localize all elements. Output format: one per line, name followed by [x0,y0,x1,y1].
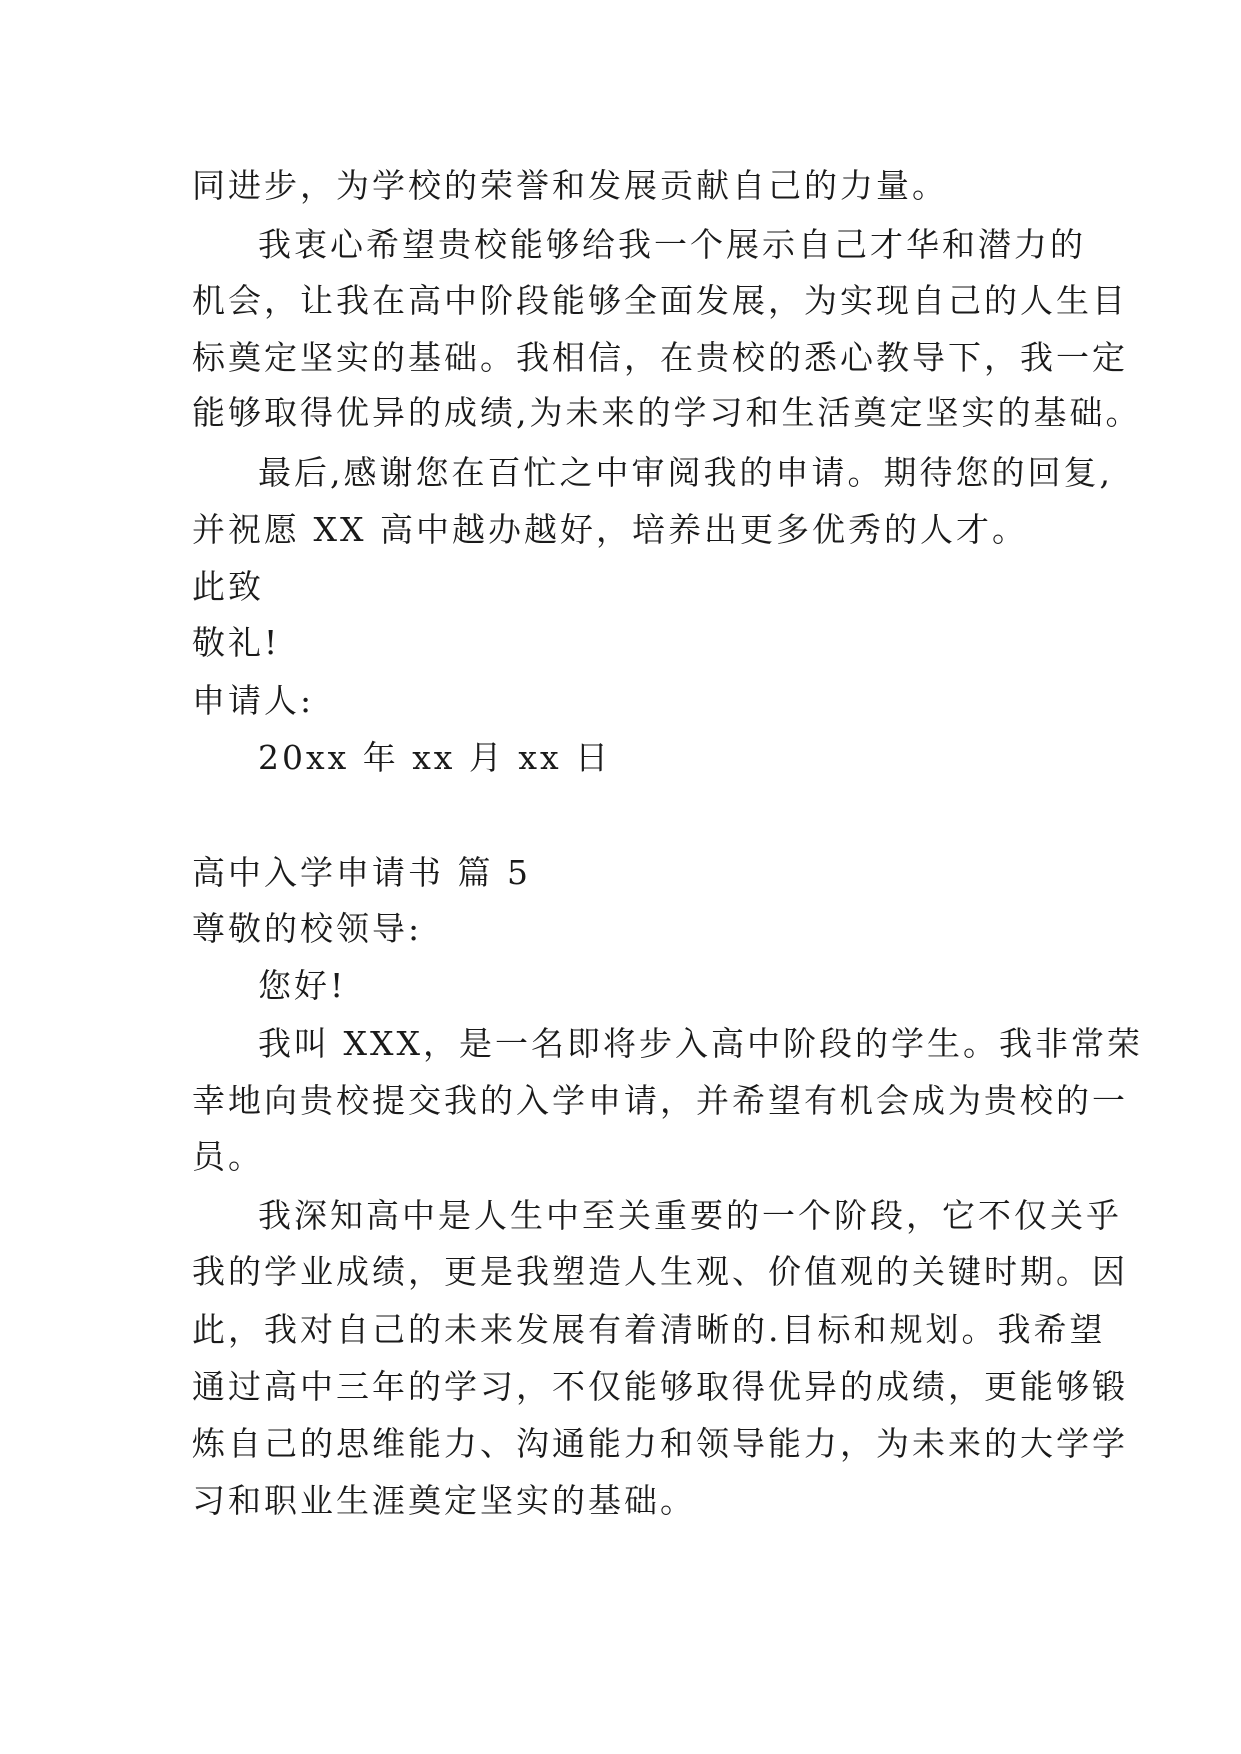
text-line: 幸地向贵校提交我的入学申请，并希望有机会成为贵校的一 [192,1081,1128,1120]
text-line: 我的学业成绩，更是我塑造人生观、价值观的关键时期。因 [192,1252,1128,1291]
closing-line: 敬礼! [192,623,281,662]
text-line: 能够取得优异的成绩,为未来的学习和生活奠定坚实的基础。 [192,393,1142,432]
text-line: 我衷心希望贵校能够给我一个展示自己才华和潜力的 [258,225,1086,264]
section-heading: 高中入学申请书 篇 5 [192,853,531,892]
text-line: 我叫 XXX，是一名即将步入高中阶段的学生。我非常荣 [258,1024,1143,1063]
text-line: 习和职业生涯奠定坚实的基础。 [192,1481,696,1520]
text-line: 炼自己的思维能力、沟通能力和领导能力，为未来的大学学 [192,1424,1128,1463]
text-line: 最后,感谢您在百忙之中审阅我的申请。期待您的回复, [258,453,1113,492]
text-line: 标奠定坚实的基础。我相信，在贵校的悉心教导下，我一定 [192,338,1128,377]
date-line: 20xx 年 xx 月 xx 日 [258,738,612,777]
text-line: 通过高中三年的学习，不仅能够取得优异的成绩，更能够锻 [192,1367,1128,1406]
signature-label: 申请人: [192,681,315,720]
text-line: 机会，让我在高中阶段能够全面发展，为实现自己的人生目 [192,281,1128,320]
salutation: 尊敬的校领导: [192,909,423,948]
text-line: 并祝愿 XX 高中越办越好，培养出更多优秀的人才。 [192,510,1028,549]
greeting: 您好! [258,966,347,1005]
text-line: 员。 [192,1137,264,1176]
text-line: 同进步，为学校的荣誉和发展贡献自己的力量。 [192,166,948,205]
text-line: 我深知高中是人生中至关重要的一个阶段，它不仅关乎 [258,1196,1122,1235]
text-line: 此，我对自己的未来发展有着清晰的.目标和规划。我希望 [192,1310,1106,1349]
closing-line: 此致 [192,567,264,606]
